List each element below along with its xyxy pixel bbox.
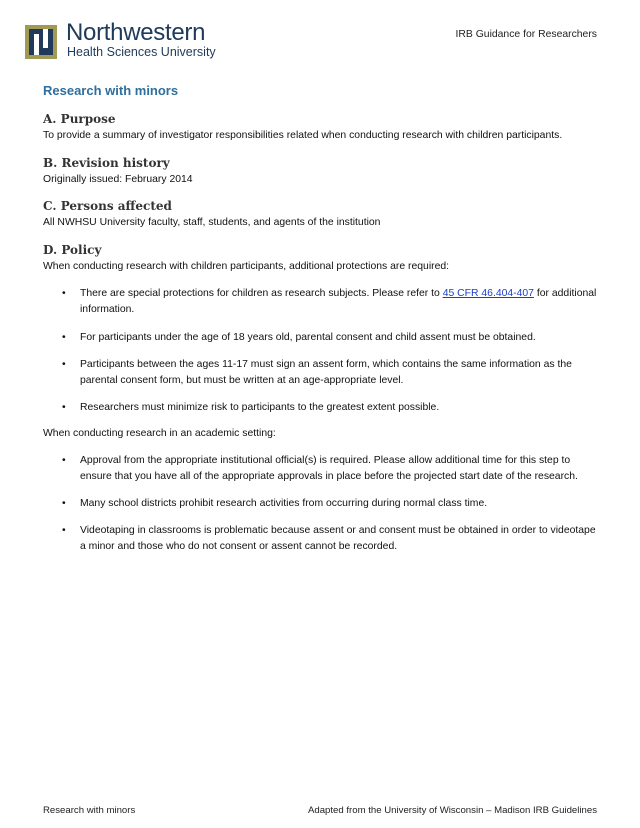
bullet-icon: •: [62, 455, 66, 466]
page-title: Research with minors: [43, 83, 179, 98]
list-item-text: for additional information.: [80, 288, 597, 315]
bullet-icon: •: [62, 402, 66, 413]
section-heading-revision: B. Revision history: [43, 156, 170, 170]
bullet-icon: •: [62, 525, 66, 536]
section-text-revision: Originally issued: February 2014: [43, 174, 193, 185]
bullet-icon: •: [62, 498, 66, 509]
list-item: For participants under the age of 18 years old, parental consent and child assent must be obtained.: [80, 332, 536, 343]
footer-title: Research with minors: [43, 805, 136, 816]
list-item: Researchers must minimize risk to participants to the greatest extent possible.: [80, 402, 440, 413]
footer-attribution: Adapted from the University of Wisconsin – Madison IRB Guidelines: [307, 805, 597, 816]
list-item: Participants between the ages 11-17 must sign an assent form, which contains the same information as the parental consent form, but must be written at an age-appropriate level.: [80, 359, 572, 386]
list-item-text: There are special protections for children as research subjects. Please refer to: [80, 288, 443, 299]
northwestern-logo-mark-icon: [25, 25, 57, 59]
policy-intro: When conducting research with children participants, additional protections are required:: [43, 261, 450, 272]
section-heading-purpose: A. Purpose: [43, 112, 116, 126]
list-item: Many school districts prohibit research activities from occurring during normal class time.: [80, 498, 488, 509]
bullet-icon: •: [62, 332, 66, 343]
section-heading-persons: C. Persons affected: [43, 199, 172, 213]
logo-subtitle: Health Sciences University: [67, 45, 216, 59]
section-text-persons: All NWHSU University faculty, staff, students, and agents of the institution: [43, 217, 381, 228]
list-item: [80, 286, 600, 318]
header-document-type: IRB Guidance for Researchers: [455, 29, 597, 40]
section-text-purpose: To provide a summary of investigator responsibilities related when conducting research with children participants.: [43, 130, 563, 141]
bullet-icon: •: [62, 288, 66, 299]
university-logo: [25, 19, 245, 65]
logo-name: Northwestern: [66, 19, 206, 46]
section-heading-policy: D. Policy: [43, 243, 102, 257]
list-item: Approval from the appropriate institutional official(s) is required. Please allow additional time for this step to ensure that you have all of the appropriate approvals in place before the projected start date of the research.: [80, 455, 578, 482]
list-item: Videotaping in classrooms is problematic because assent or and consent must be obtained in order to videotape a minor and those who do not consent or assent cannot be recorded.: [80, 525, 596, 552]
cfr-link[interactable]: 45 CFR 46.404-407: [442, 288, 534, 299]
policy-intro-academic: When conducting research in an academic setting:: [43, 428, 276, 439]
bullet-icon: •: [62, 359, 66, 370]
